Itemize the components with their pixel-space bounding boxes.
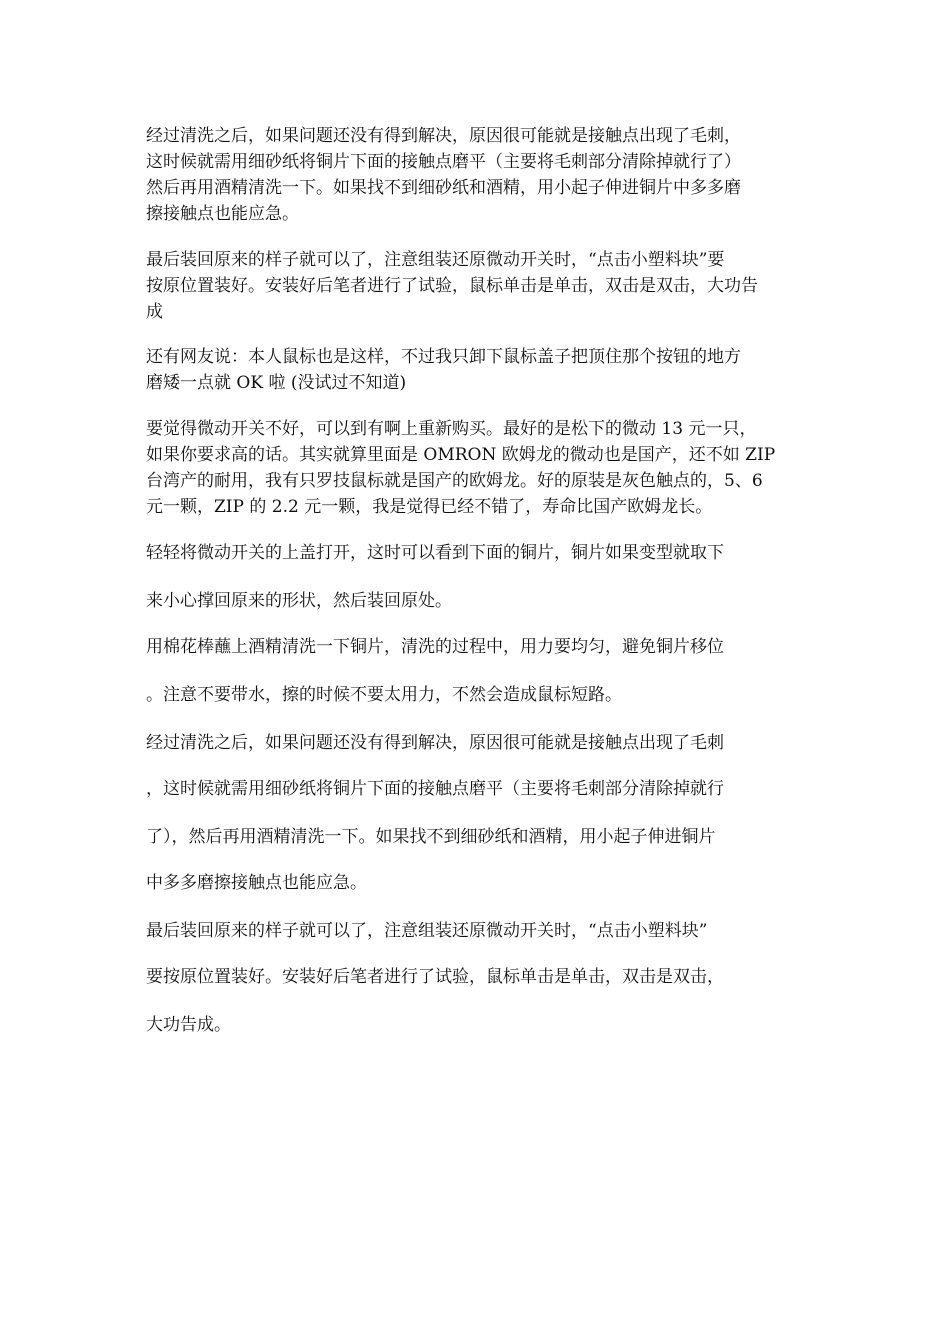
text-line: 轻轻将微动开关的上盖打开，这时可以看到下面的铜片，铜片如果变型就取下	[146, 543, 724, 563]
text-line: 磨矮一点就 OK 啦 (没试过不知道)	[146, 373, 407, 393]
text-line: 了），然后再用酒精清洗一下。如果找不到细砂纸和酒精，用小起子伸进铜片	[146, 827, 716, 847]
text-line: 经过清洗之后，如果问题还没有得到解决，原因很可能就是接触点出现了毛刺	[146, 733, 724, 753]
text-line: 用棉花棒蘸上酒精清洗一下铜片，清洗的过程中，用力要均匀，避免铜片移位	[146, 637, 724, 657]
text-line: 如果你要求高的话。其实就算里面是 OMRON 欧姆龙的微动也是国产，还不如 ZIP	[146, 445, 776, 465]
text-line: 台湾产的耐用，我有只罗技鼠标就是国产的欧姆龙。好的原装是灰色触点的，5、6	[146, 471, 763, 491]
text-line: 大功告成。	[146, 1015, 231, 1035]
text-line: 最后装回原来的样子就可以了，注意组装还原微动开关时，“点击小塑料块”要	[146, 250, 725, 270]
text-line: 最后装回原来的样子就可以了，注意组装还原微动开关时，“点击小塑料块”	[146, 921, 708, 941]
text-line: 成	[146, 302, 163, 322]
text-line: 还有网友说：本人鼠标也是这样，不过我只卸下鼠标盖子把顶住那个按钮的地方	[146, 347, 741, 367]
text-line: 要觉得微动开关不好，可以到有啊上重新购买。最好的是松下的微动 13 元一只，	[146, 419, 757, 439]
text-line: 来小心撑回原来的形状，然后装回原处。	[146, 591, 452, 611]
text-line: 中多多磨擦接触点也能应急。	[146, 873, 367, 893]
text-line: 经过清洗之后，如果问题还没有得到解决，原因很可能就是接触点出现了毛刺，	[146, 126, 741, 146]
text-line: 要按原位置装好。安装好后笔者进行了试验，鼠标单击是单击，双击是双击，	[146, 967, 724, 987]
text-line: 擦接触点也能应急。	[146, 204, 299, 224]
text-line: 元一颗，ZIP 的 2.2 元一颗，我是觉得已经不错了，寿命比国产欧姆龙长。	[146, 497, 713, 517]
text-line: ，这时候就需用细砂纸将铜片下面的接触点磨平（主要将毛刺部分清除掉就行	[146, 779, 724, 799]
text-line: 然后再用酒精清洗一下。如果找不到细砂纸和酒精，用小起子伸进铜片中多多磨	[146, 178, 741, 198]
text-line: 。注意不要带水，擦的时候不要太用力，不然会造成鼠标短路。	[146, 685, 622, 705]
text-line: 这时候就需用细砂纸将铜片下面的接触点磨平（主要将毛刺部分清除掉就行了）	[146, 152, 741, 172]
text-line: 按原位置装好。安装好后笔者进行了试验，鼠标单击是单击，双击是双击，大功告	[146, 276, 758, 296]
